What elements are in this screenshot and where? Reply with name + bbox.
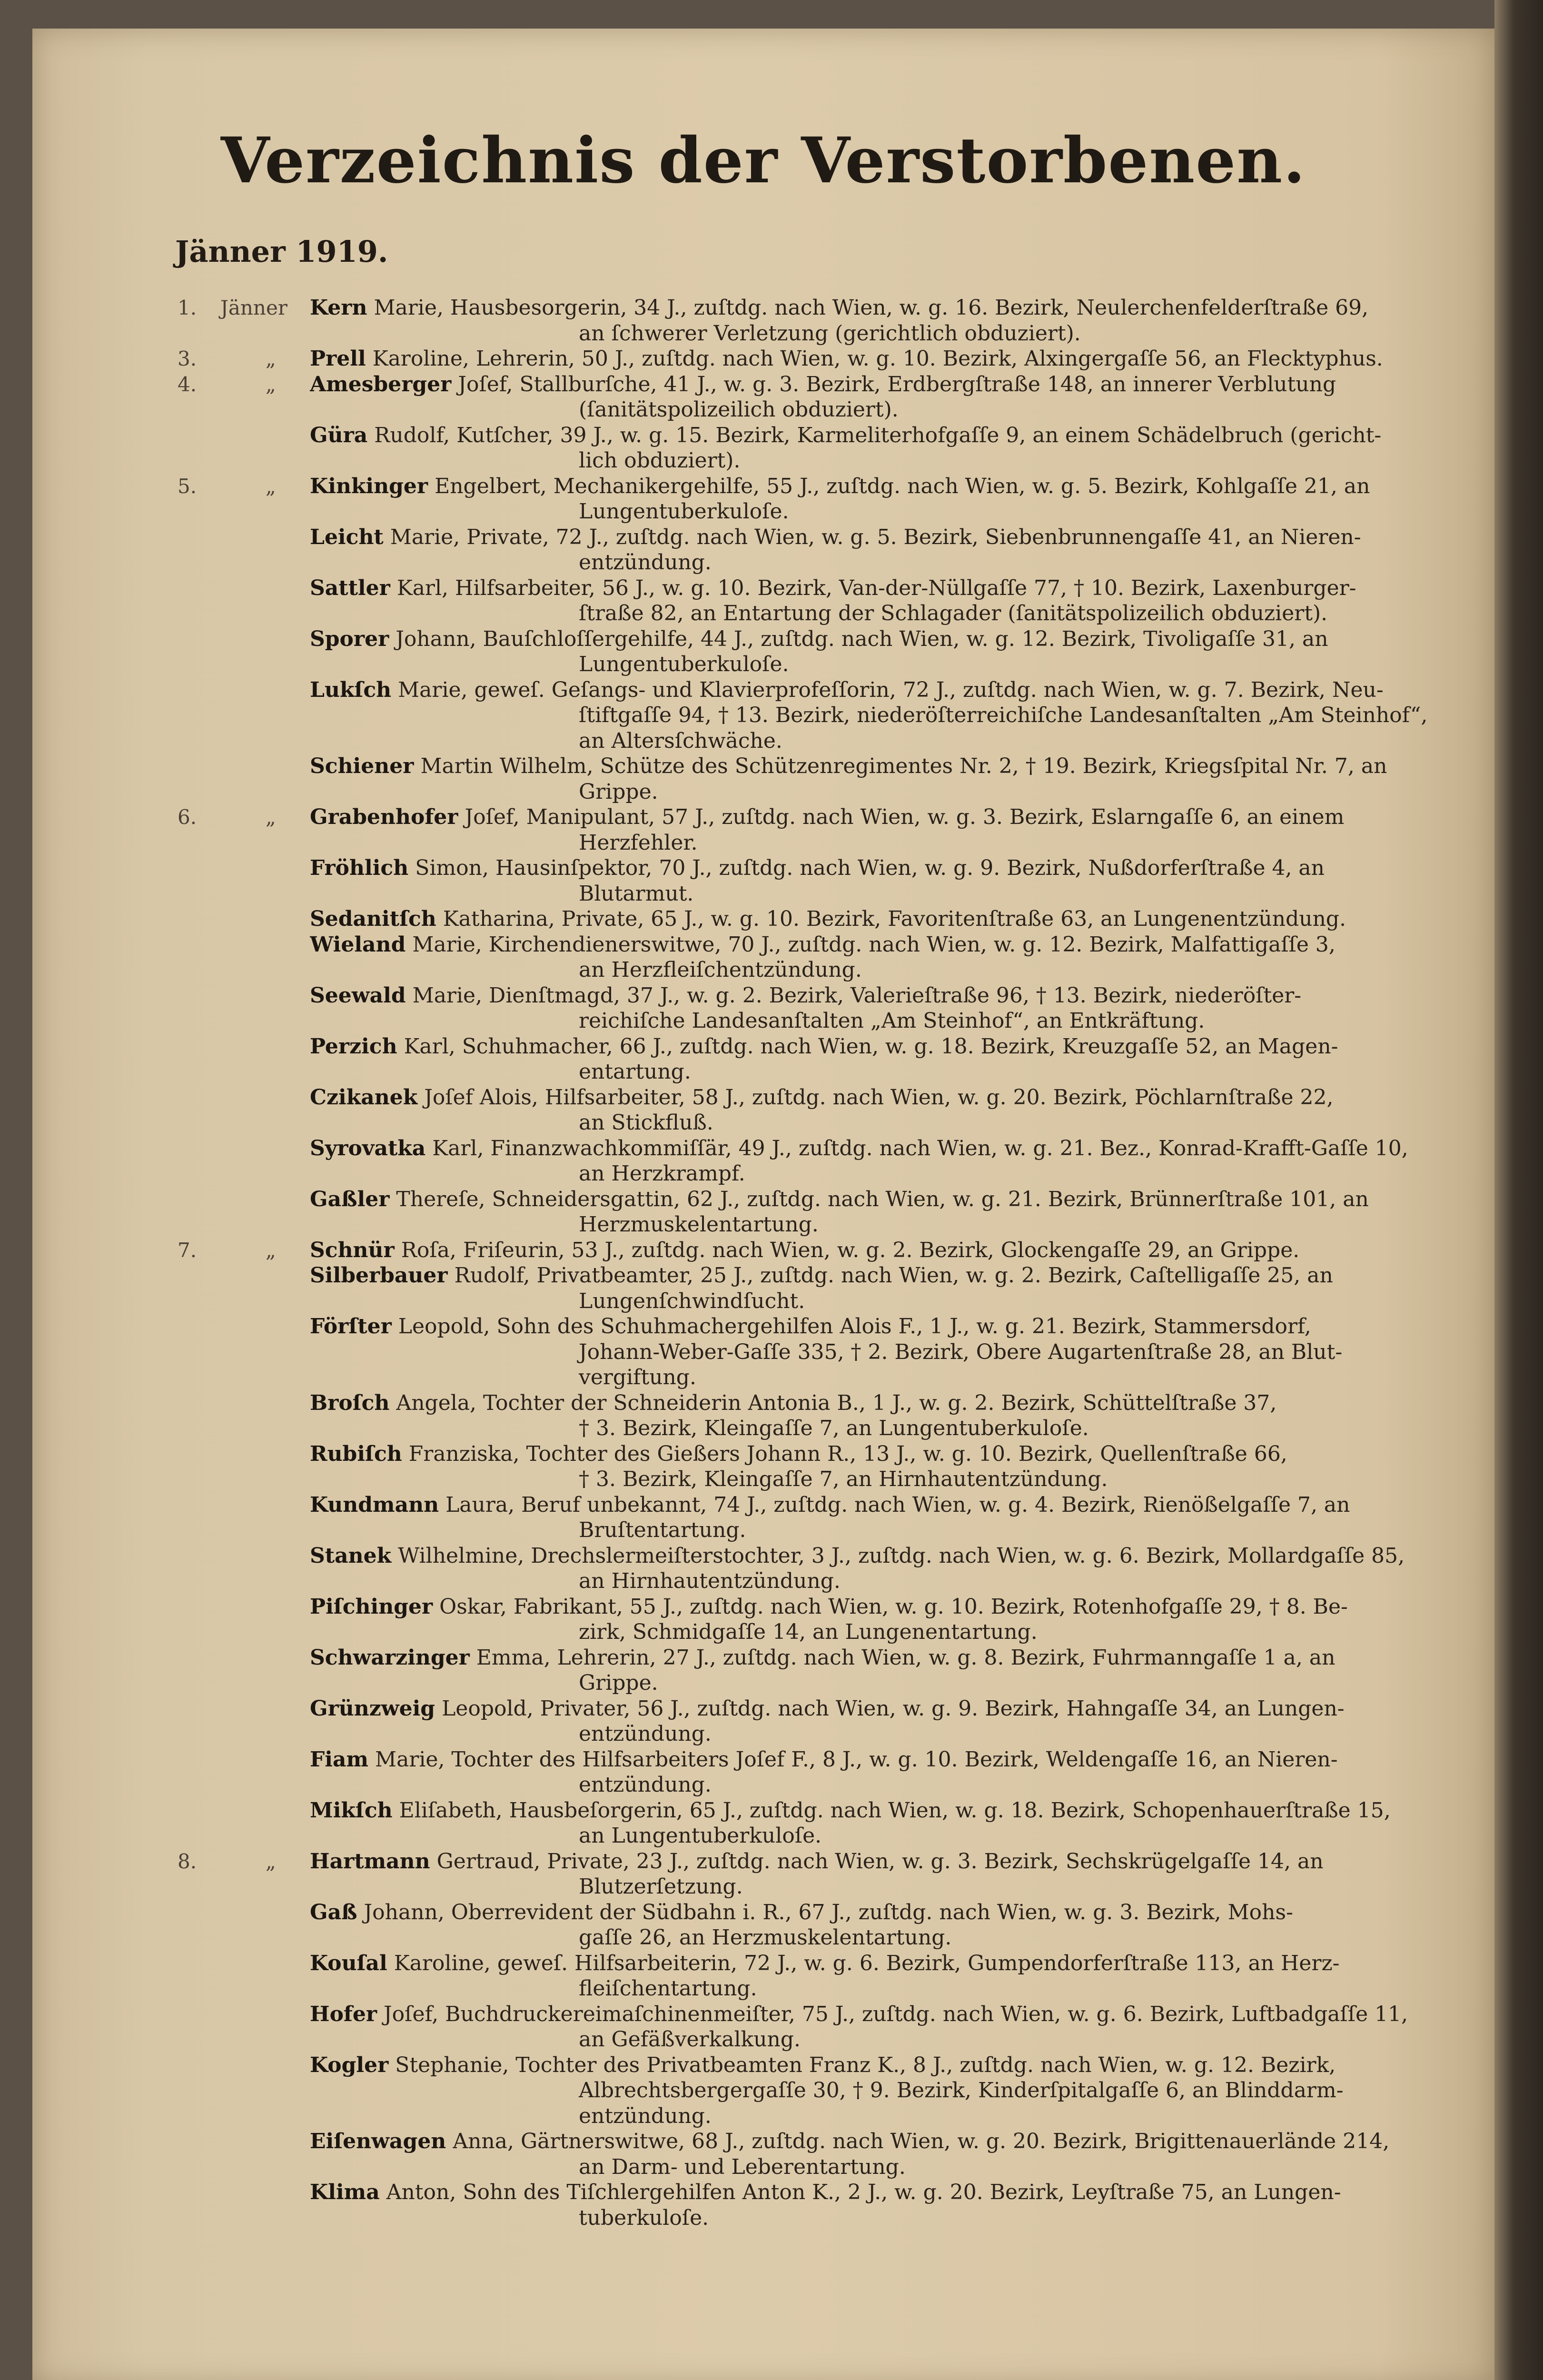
list-item <box>32 1314 1494 1390</box>
entry-text <box>310 1136 1500 1187</box>
entry-first-line <box>310 372 1500 397</box>
deceased-name: Kundmann <box>310 1492 439 1517</box>
entry-first-line <box>310 855 1500 881</box>
entry-details: Karl, Schuhmacher, 66 J., zuſtdg. nach Wien, w. g. 18. Bezirk, Kreuzgaſſe 52, an Magen- <box>404 1034 1338 1059</box>
entry-list <box>32 295 1494 2231</box>
entry-first-line <box>310 346 1500 372</box>
deceased-name: Fröhlich <box>310 856 409 880</box>
entry-details: Joſef, Buchdruckereimaſchinenmeiſter, 75 J., zuſtdg. nach Wien, w. g. 6. Bezirk, Luftbadgaſſe 11, <box>384 2002 1408 2026</box>
entry-details: Marie, Dienſtmagd, 37 J., w. g. 2. Bezirk, Valerieſtraße 96, † 13. Bezirk, niederöſter- <box>412 983 1302 1008</box>
list-item <box>32 855 1494 906</box>
list-item <box>32 906 1494 932</box>
entry-details: Karoline, geweſ. Hilfsarbeiterin, 72 J., w. g. 6. Bezirk, Gumpendorferſtraße 113, an Herz- <box>394 1951 1340 1975</box>
list-item <box>32 2129 1494 2180</box>
list-item <box>32 1543 1494 1594</box>
entry-continuation-line: entzündung. <box>579 2103 712 2128</box>
entry-text <box>310 1034 1500 1085</box>
entry-continuation-line: ſtiftgaſſe 94, † 13. Bezirk, niederöſterreichiſche Landesanſtalten „Am Steinhof“, <box>579 703 1428 727</box>
entry-text <box>310 1314 1500 1390</box>
entry-continuation-line: an Gefäßverkalkung. <box>579 2027 801 2052</box>
entry-first-line <box>310 525 1500 550</box>
entry-text <box>310 2002 1500 2053</box>
month-heading: Jänner 1919. <box>175 234 388 269</box>
list-item <box>32 1187 1494 1238</box>
entry-details: Gertraud, Private, 23 J., zuſtdg. nach Wien, w. g. 3. Bezirk, Sechskrügelgaſſe 14, an <box>436 1849 1324 1874</box>
deceased-name: Lukſch <box>310 677 392 702</box>
entry-text <box>310 1390 1500 1441</box>
list-item <box>32 1645 1494 1696</box>
deceased-name: Rubiſch <box>310 1441 402 1466</box>
entry-first-line <box>310 295 1500 321</box>
list-item <box>32 295 1494 346</box>
ditto-mark: „ <box>266 372 276 396</box>
entry-first-line <box>310 1543 1500 1569</box>
entry-continuation-line: an Darm- und Leberentartung. <box>579 2154 906 2179</box>
entry-details: Leopold, Privater, 56 J., zuſtdg. nach Wien, w. g. 9. Bezirk, Hahngaſſe 34, an Lungen- <box>442 1696 1345 1721</box>
entry-text <box>310 423 1500 474</box>
entry-text <box>310 1594 1500 1645</box>
entry-continuation-line: Johann-Weber-Gaſſe 335, † 2. Bezirk, Obere Augartenſtraße 28, an Blut- <box>579 1339 1343 1364</box>
page-title: Verzeichnis der Verstorbenen. <box>220 124 1306 198</box>
entry-first-line <box>310 2053 1500 2078</box>
entry-details: Katharina, Private, 65 J., w. g. 10. Bezirk, Favoritenſtraße 63, an Lungenentzündung. <box>443 907 1346 931</box>
deceased-name: Förſter <box>310 1314 392 1339</box>
entry-details: Franziska, Tochter des Gießers Johann R., 13 J., w. g. 10. Bezirk, Quellenſtraße 66, <box>408 1441 1287 1466</box>
list-item <box>32 423 1494 474</box>
deceased-name: Gaß <box>310 1900 357 1924</box>
entry-first-line <box>310 423 1500 448</box>
list-item <box>32 1238 1494 1263</box>
entry-continuation-line: Blutzerſetzung. <box>579 1874 743 1899</box>
entry-continuation-line: entzündung. <box>579 1722 712 1746</box>
deceased-name: Schiener <box>310 754 414 778</box>
list-item <box>32 1849 1494 1900</box>
entry-first-line <box>310 1798 1500 1824</box>
entry-first-line <box>310 1390 1500 1416</box>
list-item <box>32 1594 1494 1645</box>
entry-text <box>310 474 1500 525</box>
list-item <box>32 575 1494 626</box>
entry-first-line <box>310 2002 1500 2027</box>
entry-text <box>310 855 1500 906</box>
ditto-mark: „ <box>266 347 276 370</box>
entry-continuation-line: fleiſchentartung. <box>579 1976 757 2001</box>
entry-text <box>310 1900 1500 1951</box>
entry-text <box>310 1085 1500 1136</box>
deceased-name: Grünzweig <box>310 1696 435 1721</box>
entry-details: Thereſe, Schneidersgattin, 62 J., zuſtdg. nach Wien, w. g. 21. Bezirk, Brünnerſtraße 101, an <box>396 1187 1369 1211</box>
entry-continuation-line: † 3. Bezirk, Kleingaſſe 7, an Lungentuberkuloſe. <box>579 1416 1089 1440</box>
list-item <box>32 626 1494 677</box>
entry-first-line <box>310 1594 1500 1620</box>
list-item <box>32 2002 1494 2053</box>
entry-text <box>310 372 1500 423</box>
entry-continuation-line: entzündung. <box>579 1773 712 1797</box>
list-item <box>32 983 1494 1034</box>
list-item <box>32 474 1494 525</box>
entry-first-line <box>310 1263 1500 1289</box>
entry-details: Marie, Kirchendienerswitwe, 70 J., zuſtdg. nach Wien, w. g. 12. Bezirk, Malfattigaſſe 3, <box>412 932 1335 957</box>
deceased-name: Fiam <box>310 1747 369 1772</box>
entry-continuation-line: Blutarmut. <box>579 881 694 906</box>
entry-continuation-line: an Stickfluß. <box>579 1111 713 1135</box>
deceased-name: Silberbauer <box>310 1263 448 1288</box>
ditto-mark: „ <box>266 474 276 498</box>
deceased-name: Schnür <box>310 1238 395 1262</box>
entry-continuation-line: (ſanitätspolizeilich obduziert). <box>579 397 899 422</box>
deceased-name: Güra <box>310 423 368 447</box>
entry-continuation-line: gaſſe 26, an Herzmuskelentartung. <box>579 1925 952 1950</box>
list-item <box>32 677 1494 754</box>
deceased-name: Perzich <box>310 1034 397 1059</box>
deceased-name: Prell <box>310 347 366 371</box>
list-item <box>32 2180 1494 2231</box>
entry-details: Rudolf, Privatbeamter, 25 J., zuſtdg. nach Wien, w. g. 2. Bezirk, Caſtelligaſſe 25, an <box>454 1263 1333 1288</box>
entry-continuation-line: Herzmuskelentartung. <box>579 1212 819 1237</box>
entry-details: Oskar, Fabrikant, 55 J., zuſtdg. nach Wien, w. g. 10. Bezirk, Rotenhofgaſſe 29, † 8. Be- <box>439 1594 1348 1619</box>
deceased-name: Sporer <box>310 626 389 651</box>
entry-day: 7. <box>178 1238 197 1262</box>
entry-first-line <box>310 575 1500 601</box>
entry-continuation-line: † 3. Bezirk, Kleingaſſe 7, an Hirnhautentzündung. <box>579 1467 1108 1491</box>
entry-details: Joſef Alois, Hilfsarbeiter, 58 J., zuſtdg. nach Wien, w. g. 20. Bezirk, Pöchlarnſtraße 22, <box>424 1085 1334 1110</box>
entry-text <box>310 346 1500 372</box>
entry-details: Angela, Tochter der Schneiderin Antonia B., 1 J., w. g. 2. Bezirk, Schüttelſtraße 37, <box>396 1390 1277 1415</box>
entry-details: Anna, Gärtnerswitwe, 68 J., zuſtdg. nach Wien, w. g. 20. Bezirk, Brigittenauerlände 214, <box>453 2129 1390 2153</box>
entry-first-line <box>310 1034 1500 1060</box>
deceased-name: Grabenhofer <box>310 805 458 829</box>
entry-details: Karl, Hilfsarbeiter, 56 J., w. g. 10. Bezirk, Van-der-Nüllgaſſe 77, † 10. Bezirk, Laxenburger- <box>396 575 1356 600</box>
entry-day: 4. <box>178 372 197 396</box>
entry-first-line <box>310 983 1500 1009</box>
entry-first-line <box>310 677 1500 703</box>
entry-details: Karoline, Lehrerin, 50 J., zuſtdg. nach Wien, w. g. 10. Bezirk, Alxingergaſſe 56, an Flecktyphus. <box>372 347 1383 371</box>
entry-text <box>310 1263 1500 1314</box>
entry-first-line <box>310 1849 1500 1874</box>
entry-text <box>310 677 1500 754</box>
list-item <box>32 1951 1494 2002</box>
entry-first-line <box>310 1747 1500 1773</box>
deceased-name: Sattler <box>310 575 390 600</box>
entry-continuation-line: zirk, Schmidgaſſe 14, an Lungenentartung. <box>579 1620 1038 1644</box>
entry-text <box>310 525 1500 575</box>
entry-continuation-line: Lungentuberkuloſe. <box>579 652 789 676</box>
deceased-name: Seewald <box>310 983 406 1008</box>
entry-continuation-line: entartung. <box>579 1060 691 1084</box>
entry-text <box>310 1696 1500 1747</box>
list-item <box>32 1085 1494 1136</box>
entry-text <box>310 1849 1500 1900</box>
entry-continuation-line: Lungentuberkuloſe. <box>579 499 789 524</box>
list-item <box>32 1492 1494 1543</box>
deceased-name: Eiſenwagen <box>310 2129 446 2153</box>
list-item <box>32 372 1494 423</box>
ditto-mark: „ <box>266 805 276 829</box>
entry-text <box>310 2053 1500 2129</box>
entry-continuation-line: an Herzfleiſchentzündung. <box>579 958 862 982</box>
entry-first-line <box>310 1645 1500 1671</box>
entry-details: Rudolf, Kutſcher, 39 J., w. g. 15. Bezirk, Karmeliterhofgaſſe 9, an einem Schädelbruch (gericht- <box>374 423 1382 447</box>
list-item <box>32 1900 1494 1951</box>
entry-day: 3. <box>178 347 197 370</box>
list-item <box>32 1263 1494 1314</box>
entry-text <box>310 1951 1500 2002</box>
ditto-mark: „ <box>266 1849 276 1873</box>
entry-text <box>310 295 1500 346</box>
entry-text <box>310 906 1500 932</box>
entry-continuation-line: Lungenſchwindſucht. <box>579 1289 805 1313</box>
entry-text <box>310 1492 1500 1543</box>
entry-continuation-line: an ſchwerer Verletzung (gerichtlich obduziert). <box>579 321 1081 346</box>
entry-text <box>310 2180 1500 2231</box>
deceased-name: Leicht <box>310 525 384 549</box>
entry-details: Marie, Hausbesorgerin, 34 J., zuſtdg. nach Wien, w. g. 16. Bezirk, Neulerchenfelderſtraße 69, <box>374 296 1369 320</box>
entry-details: Stephanie, Tochter des Privatbeamten Franz K., 8 J., zuſtdg. nach Wien, w. g. 12. Bezirk, <box>395 2053 1336 2077</box>
entry-text <box>310 575 1500 626</box>
entry-text <box>310 1798 1500 1849</box>
entry-details: Wilhelmine, Drechslermeiſterstochter, 3 J., zuſtdg. nach Wien, w. g. 6. Bezirk, Mollardgaſſe 85, <box>398 1543 1405 1568</box>
entry-continuation-line: Grippe. <box>579 1671 658 1695</box>
entry-first-line <box>310 626 1500 652</box>
entry-first-line <box>310 1492 1500 1518</box>
deceased-name: Kouſal <box>310 1951 387 1975</box>
deceased-name: Hartmann <box>310 1849 430 1874</box>
entry-text <box>310 1238 1500 1263</box>
list-item <box>32 1747 1494 1798</box>
entry-text <box>310 1645 1500 1696</box>
entry-details: Joſef, Stallburſche, 41 J., w. g. 3. Bezirk, Erdbergſtraße 148, an innerer Verblutung <box>458 372 1336 397</box>
entry-continuation-line: an Altersſchwäche. <box>579 728 782 753</box>
entry-continuation-line: ſtraße 82, an Entartung der Schlagader (ſanitätspolizeilich obduziert). <box>579 601 1328 625</box>
entry-continuation-line: vergiftung. <box>579 1365 696 1389</box>
entry-details: Roſa, Friſeurin, 53 J., zuſtdg. nach Wien, w. g. 2. Bezirk, Glockengaſſe 29, an Grippe. <box>401 1238 1300 1262</box>
entry-first-line <box>310 906 1500 932</box>
entry-text <box>310 1747 1500 1798</box>
entry-details: Simon, Hausinſpektor, 70 J., zuſtdg. nach Wien, w. g. 9. Bezirk, Nußdorferſtraße 4, an <box>415 856 1325 880</box>
entry-details: Engelbert, Mechanikergehilfe, 55 J., zuſtdg. nach Wien, w. g. 5. Bezirk, Kohlgaſſe 21, an <box>435 474 1370 498</box>
entry-first-line <box>310 474 1500 499</box>
list-item <box>32 1696 1494 1747</box>
entry-details: Laura, Beruf unbekannt, 74 J., zuſtdg. nach Wien, w. g. 4. Bezirk, Rienößelgaſſe 7, an <box>445 1492 1350 1517</box>
entry-continuation-line: Bruſtentartung. <box>579 1518 746 1542</box>
entry-first-line <box>310 804 1500 830</box>
entry-continuation-line: Herzfehler. <box>579 830 698 855</box>
entry-day: 6. <box>178 805 197 829</box>
deceased-name: Gaßler <box>310 1187 390 1211</box>
deceased-name: Stanek <box>310 1543 392 1568</box>
entry-details: Johann, Oberrevident der Südbahn i. R., 67 J., zuſtdg. nach Wien, w. g. 3. Bezirk, Mohs- <box>364 1900 1293 1924</box>
entry-text <box>310 932 1500 983</box>
list-item <box>32 346 1494 372</box>
entry-details: Joſef, Manipulant, 57 J., zuſtdg. nach Wien, w. g. 3. Bezirk, Eslarngaſſe 6, an einem <box>465 805 1345 829</box>
list-item <box>32 1390 1494 1441</box>
entry-first-line <box>310 1238 1500 1263</box>
list-item <box>32 1441 1494 1492</box>
entry-continuation-line: lich obduziert). <box>579 448 741 473</box>
deceased-name: Sedanitſch <box>310 907 436 931</box>
entry-details: Marie, geweſ. Geſangs- und Klavierprofeſſorin, 72 J., zuſtdg. nach Wien, w. g. 7. Bezirk, Neu- <box>398 677 1384 702</box>
entry-text <box>310 1187 1500 1238</box>
entry-continuation-line: entzündung. <box>579 550 712 575</box>
list-item <box>32 1798 1494 1849</box>
list-item <box>32 525 1494 575</box>
list-item <box>32 754 1494 804</box>
entry-continuation-line: an Lungentuberkuloſe. <box>579 1824 822 1848</box>
entry-text <box>310 754 1500 804</box>
entry-text <box>310 626 1500 677</box>
entry-first-line <box>310 1951 1500 1976</box>
list-item <box>32 932 1494 983</box>
deceased-name: Syrovatka <box>310 1136 426 1160</box>
deceased-name: Piſchinger <box>310 1594 433 1619</box>
entry-first-line <box>310 754 1500 779</box>
entry-first-line <box>310 2180 1500 2205</box>
deceased-name: Czikanek <box>310 1085 418 1110</box>
entry-details: Johann, Bauſchloſſergehilfe, 44 J., zuſtdg. nach Wien, w. g. 12. Bezirk, Tivoligaſſe 31, an <box>396 626 1328 651</box>
deceased-name: Kinkinger <box>310 474 428 498</box>
entry-first-line <box>310 1314 1500 1339</box>
entry-details: Emma, Lehrerin, 27 J., zuſtdg. nach Wien, w. g. 8. Bezirk, Fuhrmanngaſſe 1 a, an <box>476 1645 1335 1670</box>
entry-details: Marie, Private, 72 J., zuſtdg. nach Wien, w. g. 5. Bezirk, Siebenbrunnengaſſe 41, an Nieren- <box>390 525 1361 549</box>
entry-continuation-line: an Hirnhautentzündung. <box>579 1569 841 1593</box>
entry-first-line <box>310 1187 1500 1212</box>
entry-first-line <box>310 1441 1500 1467</box>
list-item <box>32 1136 1494 1187</box>
deceased-name: Schwarzinger <box>310 1645 470 1670</box>
entry-details: Leopold, Sohn des Schuhmachergehilfen Alois F., 1 J., w. g. 21. Bezirk, Stammersdorf, <box>398 1314 1311 1339</box>
entry-continuation-line: reichiſche Landesanſtalten „Am Steinhof“, an Entkräftung. <box>579 1009 1205 1033</box>
list-item <box>32 804 1494 855</box>
entry-first-line <box>310 1696 1500 1722</box>
entry-details: Anton, Sohn des Tiſchlergehilfen Anton K., 2 J., w. g. 20. Bezirk, Leyſtraße 75, an Lungen- <box>386 2180 1341 2204</box>
ditto-mark: „ <box>266 1238 276 1262</box>
deceased-name: Kogler <box>310 2053 389 2077</box>
entry-day: 5. <box>178 474 197 498</box>
entry-continuation-line: an Herzkrampf. <box>579 1161 745 1186</box>
entry-first-line <box>310 1136 1500 1161</box>
entry-continuation-line: Grippe. <box>579 779 658 804</box>
entry-text <box>310 1441 1500 1492</box>
entry-details: Eliſabeth, Hausbeſorgerin, 65 J., zuſtdg. nach Wien, w. g. 18. Bezirk, Schopenhauerſtraße 15, <box>399 1798 1391 1823</box>
entry-first-line <box>310 932 1500 958</box>
deceased-name: Klima <box>310 2180 380 2204</box>
entry-continuation-line: tuberkuloſe. <box>579 2205 709 2230</box>
entry-continuation-line: Albrechtsbergergaſſe 30, † 9. Bezirk, Kinderſpitalgaſſe 6, an Blinddarm- <box>579 2078 1344 2102</box>
entry-day: 8. <box>178 1849 197 1873</box>
deceased-name: Amesberger <box>310 372 452 397</box>
entry-first-line <box>310 1900 1500 1925</box>
entry-text <box>310 804 1500 855</box>
list-item <box>32 1034 1494 1085</box>
deceased-name: Hofer <box>310 2002 377 2026</box>
deceased-name: Wieland <box>310 932 406 957</box>
entry-first-line <box>310 2129 1500 2154</box>
deceased-name: Kern <box>310 296 367 320</box>
entry-month: Jänner <box>220 296 287 319</box>
entry-day: 1. <box>178 296 197 319</box>
entry-text <box>310 1543 1500 1594</box>
entry-details: Karl, Finanzwachkommiſſär, 49 J., zuſtdg. nach Wien, w. g. 21. Bez., Konrad-Krafft-Gaſſe 10, <box>432 1136 1408 1160</box>
book-binding-edge <box>1494 0 1543 2380</box>
deceased-name: Mikſch <box>310 1798 393 1823</box>
entry-text <box>310 2129 1500 2180</box>
deceased-name: Broſch <box>310 1390 390 1415</box>
entry-text <box>310 983 1500 1034</box>
list-item <box>32 2053 1494 2129</box>
entry-details: Martin Wilhelm, Schütze des Schützenregimentes Nr. 2, † 19. Bezirk, Kriegsſpital Nr. 7, an <box>420 754 1387 778</box>
document-page <box>32 29 1494 2380</box>
entry-details: Marie, Tochter des Hilfsarbeiters Joſef F., 8 J., w. g. 10. Bezirk, Weldengaſſe 16, an Nieren- <box>375 1747 1338 1772</box>
entry-first-line <box>310 1085 1500 1111</box>
